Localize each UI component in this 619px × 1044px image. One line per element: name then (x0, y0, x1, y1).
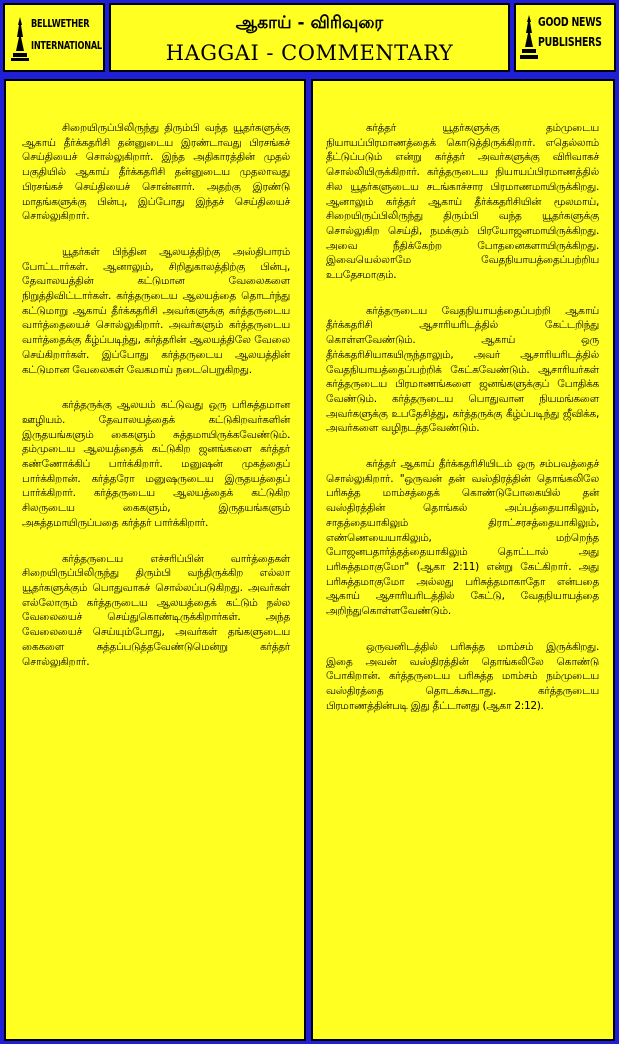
title-tamil: ஆகாய் - விரிவுரை (235, 13, 384, 33)
title-box (109, 3, 510, 72)
paragraph: கர்த்தருக்கு ஆலயம் கட்டுவது ஒரு பரிசுத்தமான ஊழியம். தேவாலயத்தைக் கட்டுகிறவர்களின் இருதயங்களும் கைகளும் சுத்தமாயிருக்கவேண்டும். தம்முடைய ஆலயத்தைக் கட்டுகிற ஜனங்களை கர்த்தர் கண்ணோக்கிப் பார்க்கிறார். மனுஷன் முகத்தைப் பார்க்கிறான். கர்த்தரோ மனுஷருடைய இருதயத்தைப் பார்க்கிறார். கர்த்தருடைய ஆலயத்தைக் கட்டுகிற சிலருடைய கைகளும், இருதயங்களும் அசுத்தமாயிருப்பதை கர்த்தர் பார்க்கிறார். (22, 399, 290, 529)
paragraph: கர்த்தர் ஆகாய் தீர்க்கதரிசியிடம் ஒரு சம்பவத்தைச் சொல்லுகிறார். "ஒருவன் தன் வஸ்திரத்தின் தொங்கலிலே பரிசுத்த மாம்சத்தைக் கொண்டுபோகையில் தன் வஸ்திரத்தின் தொங்கல் அப்பத்தையாகிலும், சாதத்தையாகிலும் திராட்சரசத்தையாகிலும், எண்ணெயையாகிலும், மற்றெந்த போஜனபதார்த்தத்தையாகிலும் தொட்டால் அது பரிசுத்தமாகுமோ" (ஆகா 2:11) என்று கேட்கிறார். அது பரிசுத்தமாகுமோ அல்லது பரிசுத்தமாகாதோ என்பதை ஆகாய் ஆசாரியரிடத்தில் கேட்டு, வேதநியாயத்தை அறிந்துகொள்ளவேண்டும். (326, 458, 599, 618)
title-english: HAGGAI - COMMENTARY (165, 41, 454, 65)
right-logo-line-1: GOOD NEWS (538, 15, 602, 29)
paragraph: யூதர்கள் பிந்தின ஆலயத்திற்கு அஸ்திபாரம் போட்டார்கள். ஆனாலும், சிறிதுகாலத்திற்கு பின்பு, தேவாலயத்தின் கட்டுமான வேலைகளை நிறுத்திவிட்டார்கள். கர்த்தருடைய ஆலயத்தை தொடர்ந்து கட்டுமாறு ஆகாய் தீர்க்கதரிசி அவர்களுக்கு கர்த்தருடைய வார்த்தையைச் சொல்லுகிறார். அவர்களும் கர்த்தருடைய வார்த்தைக்கு கீழ்ப்படிந்து, கர்த்தரின் ஆலயத்திலே வேலை செய்கிறார்கள். இப்போது கர்த்தருடைய ஆலயத்தின் கட்டுமான வேலைகள் வேகமாய் நடைபெறுகிறது. (22, 245, 290, 376)
paragraph: கர்த்தர் யூதர்களுக்கு தம்முடைய நியாயப்பிரமாணத்தைக் கொடுத்திருக்கிறார். எதெல்லாம் தீட்டுப்படும் என்று கர்த்தர் அவர்களுக்கு விரிவாகச் சொல்லியிருக்கிறார். கர்த்தருடைய நியாயப்பிரமாணத்தில் சில யூதர்களுடைய சடங்காச்சார பிரமாணமாயிருக்கிறது. ஆனாலும் கர்த்தர் ஆகாய் தீர்க்கதரிசியின் மூலமாய், சிறையிருப்பிலிருந்து திரும்பி வந்த யூதர்களுக்கு சொல்லுகிற செய்தி, நமக்கும் பிரயோஜனமாயிருக்கிறது. அவை நீதிக்கேற்ற போதனைகளாயிருக்கிறது. இவையெல்லாமே வேதநியாயத்தைப்பற்றிய உபதேசமாகும். (326, 122, 599, 282)
publisher-logo-right (514, 3, 616, 72)
right-logo-line-2: PUBLISHERS (538, 35, 602, 49)
paragraph: ஒருவனிடத்தில் பரிசுத்த மாம்சம் இருக்கிறது. இதை அவன் வஸ்திரத்தின் தொங்கலிலே கொண்டு போகிறான். கர்த்தருடைய பரிசுத்த மாம்சம் நம்முடைய வஸ்திரத்தை தொடக்கூடாது. கர்த்தருடைய பிரமாணத்தின்படி இது தீட்டானது (ஆகா 2:12). (326, 640, 599, 712)
good-news-logo-icon (520, 13, 538, 63)
paragraph: கர்த்தருடைய எச்சரிப்பின் வார்த்தைகள் சிறையிருப்பிலிருந்து திரும்பி வந்திருக்கிற எல்லா யூதர்களுக்கும் பொதுவாகச் சொல்லப்படுகிறது. அவர்கள் எல்லோரும் கர்த்தருடைய ஆலயத்தைக் கட்டும் நல்ல வேலையைச் செய்துகொண்டிருக்கிறார்கள். அந்த வேலையைச் செய்யும்போது, அவர்கள் தங்களுடைய கைகளை சுத்தப்படுத்தவேண்டுமென்று கர்த்தர் சொல்லுகிறார். (22, 552, 290, 668)
left-logo-line-2: INTERNATIONAL (31, 40, 102, 52)
paragraph: கர்த்தருடைய வேதநியாயத்தைப்பற்றி ஆகாய் தீர்க்கதரிசி ஆசாரியரிடத்தில் கேட்டறிந்து கொள்ளவேண்டும். ஆகாய் ஒரு தீர்க்கதரிசியாகயிருந்தாலும், அவர் ஆசாரியரிடத்தில் வேதநியாயத்தைப்பற்றிக் கேட்கவேண்டும். ஆசாரியர்கள் கர்த்தருடைய பிரமாணங்களை ஜனங்களுக்குப் போதிக்க வேண்டும். கர்த்தருடைய பொதுவான நியமங்களை அவர்களுக்கு உபதேசித்து, கர்த்தருக்கு கீழ்ப்படிந்து ஜீவிக்க, அவர்களை வழிநடத்தவேண்டும். (326, 304, 599, 435)
paragraph: சிறையிருப்பிலிருந்து திரும்பி வந்த யூதர்களுக்கு ஆகாய் தீர்க்கதரிசி தன்னுடைய இரண்டாவது பிரசங்கச் செய்தியைச் சொல்லுகிறார். இந்த அதிகாரத்தின் முதல் பகுதியில் ஆகாய் தீர்க்கதரிசி தன்னுடைய முதலாவது பிரசங்கச் செய்தியைச் சொன்னார். அதற்கு இரண்டு மாதங்களுக்கு பின்பு, இப்போது இந்தச் செய்தியைச் சொல்லுகிறார். (22, 122, 290, 223)
right-logo-text (538, 14, 602, 50)
right-column (311, 79, 615, 1041)
left-column (4, 79, 306, 1041)
publisher-logo-left (3, 3, 105, 72)
left-logo-line-1: BELLWETHER (31, 18, 90, 30)
header-bar (0, 0, 619, 76)
left-logo-text (31, 17, 102, 53)
bellwether-logo-icon (10, 15, 30, 63)
